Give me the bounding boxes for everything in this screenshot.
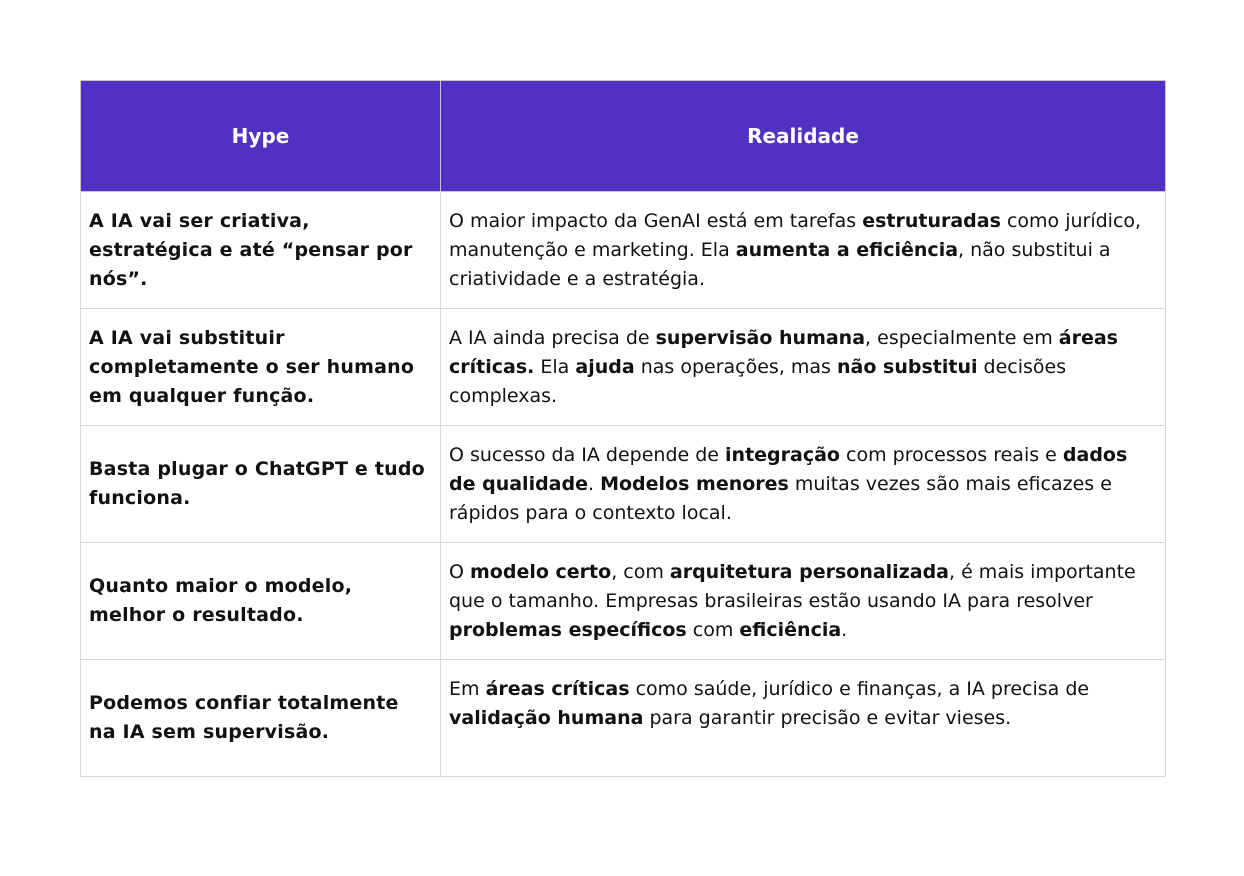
reality-text: como saúde, jurídico e finanças, a IA precisa de xyxy=(629,678,1090,700)
reality-text-highlight: problemas específicos xyxy=(449,619,687,641)
reality-text-highlight: integração xyxy=(725,444,840,466)
table-row xyxy=(81,660,1166,777)
reality-text-highlight: ajuda xyxy=(575,356,635,378)
table-row xyxy=(81,309,1166,426)
hype-vs-reality-table xyxy=(80,80,1166,777)
reality-text: Ela xyxy=(534,356,576,378)
hype-cell: A IA vai substituir completamente o ser humano em qualquer função. xyxy=(81,309,441,426)
reality-text-highlight: aumenta a eficiência xyxy=(735,239,959,261)
reality-text-highlight: Modelos menores xyxy=(600,473,789,495)
column-header-reality: Realidade xyxy=(441,81,1166,192)
reality-cell xyxy=(441,426,1166,543)
reality-text: nas operações, mas xyxy=(634,356,837,378)
reality-text: . xyxy=(841,619,848,641)
reality-text: , é mais importante que o tamanho. Empresas brasileiras estão usando IA para resolver xyxy=(449,561,1136,612)
reality-text-highlight: eficiência xyxy=(739,619,842,641)
reality-cell xyxy=(441,660,1166,777)
hype-cell: Basta plugar o ChatGPT e tudo funciona. xyxy=(81,426,441,543)
reality-text: com processos reais e xyxy=(839,444,1063,466)
reality-text: Em xyxy=(449,678,486,700)
table-row xyxy=(81,192,1166,309)
reality-text: decisões complexas. xyxy=(449,356,1067,407)
reality-text-highlight: supervisão humana xyxy=(655,327,866,349)
table-header-row xyxy=(81,81,1166,192)
reality-text: , não substitui a criatividade e a estratégia. xyxy=(449,239,1111,290)
reality-text: para garantir precisão e evitar vieses. xyxy=(643,707,1012,729)
reality-text-highlight: estruturadas xyxy=(862,210,1001,232)
reality-text-highlight: dados de qualidade xyxy=(449,444,1128,495)
reality-cell xyxy=(441,192,1166,309)
hype-cell: A IA vai ser criativa, estratégica e até “pensar por nós”. xyxy=(81,192,441,309)
reality-text: muitas vezes são mais eficazes e rápidos para o contexto local. xyxy=(449,473,1112,524)
reality-text-highlight: validação humana xyxy=(449,707,644,729)
reality-text: . xyxy=(587,473,601,495)
reality-cell xyxy=(441,309,1166,426)
reality-text: , com xyxy=(611,561,670,583)
reality-text: , especialmente em xyxy=(865,327,1059,349)
reality-text: A IA ainda precisa de xyxy=(449,327,656,349)
reality-text-highlight: arquitetura personalizada xyxy=(669,561,949,583)
reality-text: como jurídico, manutenção e marketing. Ela xyxy=(449,210,1142,261)
reality-cell xyxy=(441,543,1166,660)
reality-text-highlight: não substitui xyxy=(837,356,978,378)
reality-text-highlight: áreas críticas. xyxy=(449,327,1118,378)
reality-text-highlight: modelo certo xyxy=(470,561,612,583)
reality-text: O sucesso da IA depende de xyxy=(449,444,726,466)
hype-cell: Quanto maior o modelo, melhor o resultado. xyxy=(81,543,441,660)
reality-text: O maior impacto da GenAI está em tarefas xyxy=(449,210,863,232)
table-row xyxy=(81,426,1166,543)
column-header-hype: Hype xyxy=(81,81,441,192)
table-row xyxy=(81,543,1166,660)
reality-text-highlight: áreas críticas xyxy=(485,678,630,700)
reality-text: O xyxy=(449,561,470,583)
hype-cell: Podemos confiar totalmente na IA sem supervisão. xyxy=(81,660,441,777)
reality-text: com xyxy=(686,619,740,641)
